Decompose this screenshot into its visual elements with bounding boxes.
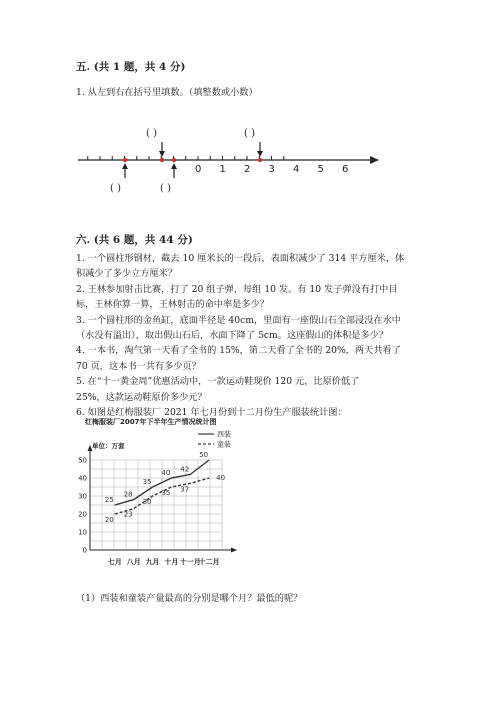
question-line: 1. 一个圆柱形钢材，截去 10 厘米长的一段后，表面积减少了 314 平方厘米，体 xyxy=(76,253,405,264)
data-label: 40 xyxy=(216,474,226,482)
question-line: 积减少了多少立方厘米？ xyxy=(76,268,178,280)
number-line-tick-label: 6 xyxy=(342,164,349,175)
question-line: 5. 在“十一黄金周”优惠活动中，一款运动鞋现价 120 元，比原价低了 xyxy=(76,376,360,388)
section-5-title: 五. (共 1 题，共 4 分) xyxy=(76,61,186,73)
x-tick-label: 十月 xyxy=(164,558,179,566)
question-line: （水没有溢出），取出假山石后，水面下降了 5cm。这座假山的体积是多少？ xyxy=(76,330,389,342)
question-line: 2. 王林参加射击比赛，打了 20 组子弹，每组 10 发。有 10 发子弹没有打中目 xyxy=(76,283,398,295)
point-c xyxy=(172,158,176,162)
arrow-up-icon xyxy=(171,163,177,178)
answer-blank-lower-1[interactable]: ( ) xyxy=(110,183,121,194)
x-tick-label: 九月 xyxy=(145,558,160,566)
answer-blank-upper-1[interactable]: ( ) xyxy=(146,128,157,139)
y-tick-label: 50 xyxy=(78,456,87,465)
question-line: 6. 如图是红梅服装厂 2021 年七月份到十二月份生产服装统计图： xyxy=(76,407,347,419)
number-line-figure xyxy=(76,120,386,200)
data-label: 23 xyxy=(123,510,133,519)
chart-title: 红梅服装厂2007年下半年生产情况统计图 xyxy=(85,418,217,426)
chart-grid xyxy=(90,460,222,550)
data-label: 40 xyxy=(161,469,171,477)
x-axis-arrow-icon xyxy=(231,548,237,553)
y-tick-label: 0 xyxy=(82,546,87,555)
legend-label: 西装 xyxy=(217,430,231,439)
data-label: 42 xyxy=(180,465,190,474)
number-line-tick-label: 1 xyxy=(219,164,226,175)
y-tick-label: 30 xyxy=(78,492,87,501)
legend-label: 童装 xyxy=(217,440,231,449)
y-tick-label: 20 xyxy=(78,510,87,519)
answer-blank-upper-2[interactable]: ( ) xyxy=(244,128,255,139)
x-tick-label: 十一月 xyxy=(179,558,201,566)
number-line-ticks xyxy=(88,156,284,160)
question-line: 3. 一个圆柱形的金鱼缸，底面半径是 40cm，里面有一座假山石全部浸没在水中 xyxy=(76,314,401,326)
data-label: 28 xyxy=(123,490,133,499)
y-tick-label: 40 xyxy=(78,474,87,483)
arrow-down-icon xyxy=(257,142,263,157)
data-label: 37 xyxy=(180,485,190,494)
x-tick-label: 八月 xyxy=(126,558,141,566)
data-label: 25 xyxy=(104,496,114,504)
question-line: 标，王林你算一算，王林射击的命中率是多少？ xyxy=(76,299,269,311)
answer-blank-lower-2[interactable]: ( ) xyxy=(160,183,171,194)
question-line: 25%，这款运动鞋原价多少元？ xyxy=(76,391,207,403)
question-line: 70 页，这本书一共有多少页？ xyxy=(76,360,201,372)
number-line-tick-label: 5 xyxy=(317,164,324,175)
point-d xyxy=(258,158,262,162)
arrow-up-icon xyxy=(122,163,128,178)
chart-legend xyxy=(198,430,231,449)
number-line-tick-label: 0 xyxy=(195,164,202,175)
x-tick-label: 七月 xyxy=(107,558,122,566)
y-tick-label: 10 xyxy=(78,528,87,537)
number-line-tick-label: 2 xyxy=(244,164,251,175)
production-chart xyxy=(78,412,248,574)
x-tick-label: 十二月 xyxy=(198,558,220,566)
number-line-tick-label: 3 xyxy=(268,164,275,175)
section-6-questions xyxy=(76,251,436,420)
data-label: 35 xyxy=(161,489,171,497)
sub-question-1: （1）西装和童装产量最高的分别是哪个月？最低的呢？ xyxy=(76,593,303,604)
data-label: 30 xyxy=(142,498,152,506)
section-5-question-1: 1. 从左到右在括号里填数。（填整数或小数） xyxy=(76,87,258,98)
question-line: 4. 一本书，淘气第一天看了全书的 15%，第二天看了全书的 20%，两天共看了 xyxy=(76,345,401,357)
arrow-down-icon xyxy=(159,142,165,157)
point-b xyxy=(160,158,164,162)
chart-unit-label: 单位：万套 xyxy=(92,442,125,450)
data-label: 50 xyxy=(199,451,209,459)
number-line-arrow-icon xyxy=(370,156,379,164)
point-a xyxy=(123,158,127,162)
section-6-title: 六. (共 6 题，共 44 分) xyxy=(76,234,193,246)
number-line-tick-label: 4 xyxy=(293,164,300,175)
data-label: 35 xyxy=(142,478,152,486)
data-label: 20 xyxy=(104,516,114,524)
